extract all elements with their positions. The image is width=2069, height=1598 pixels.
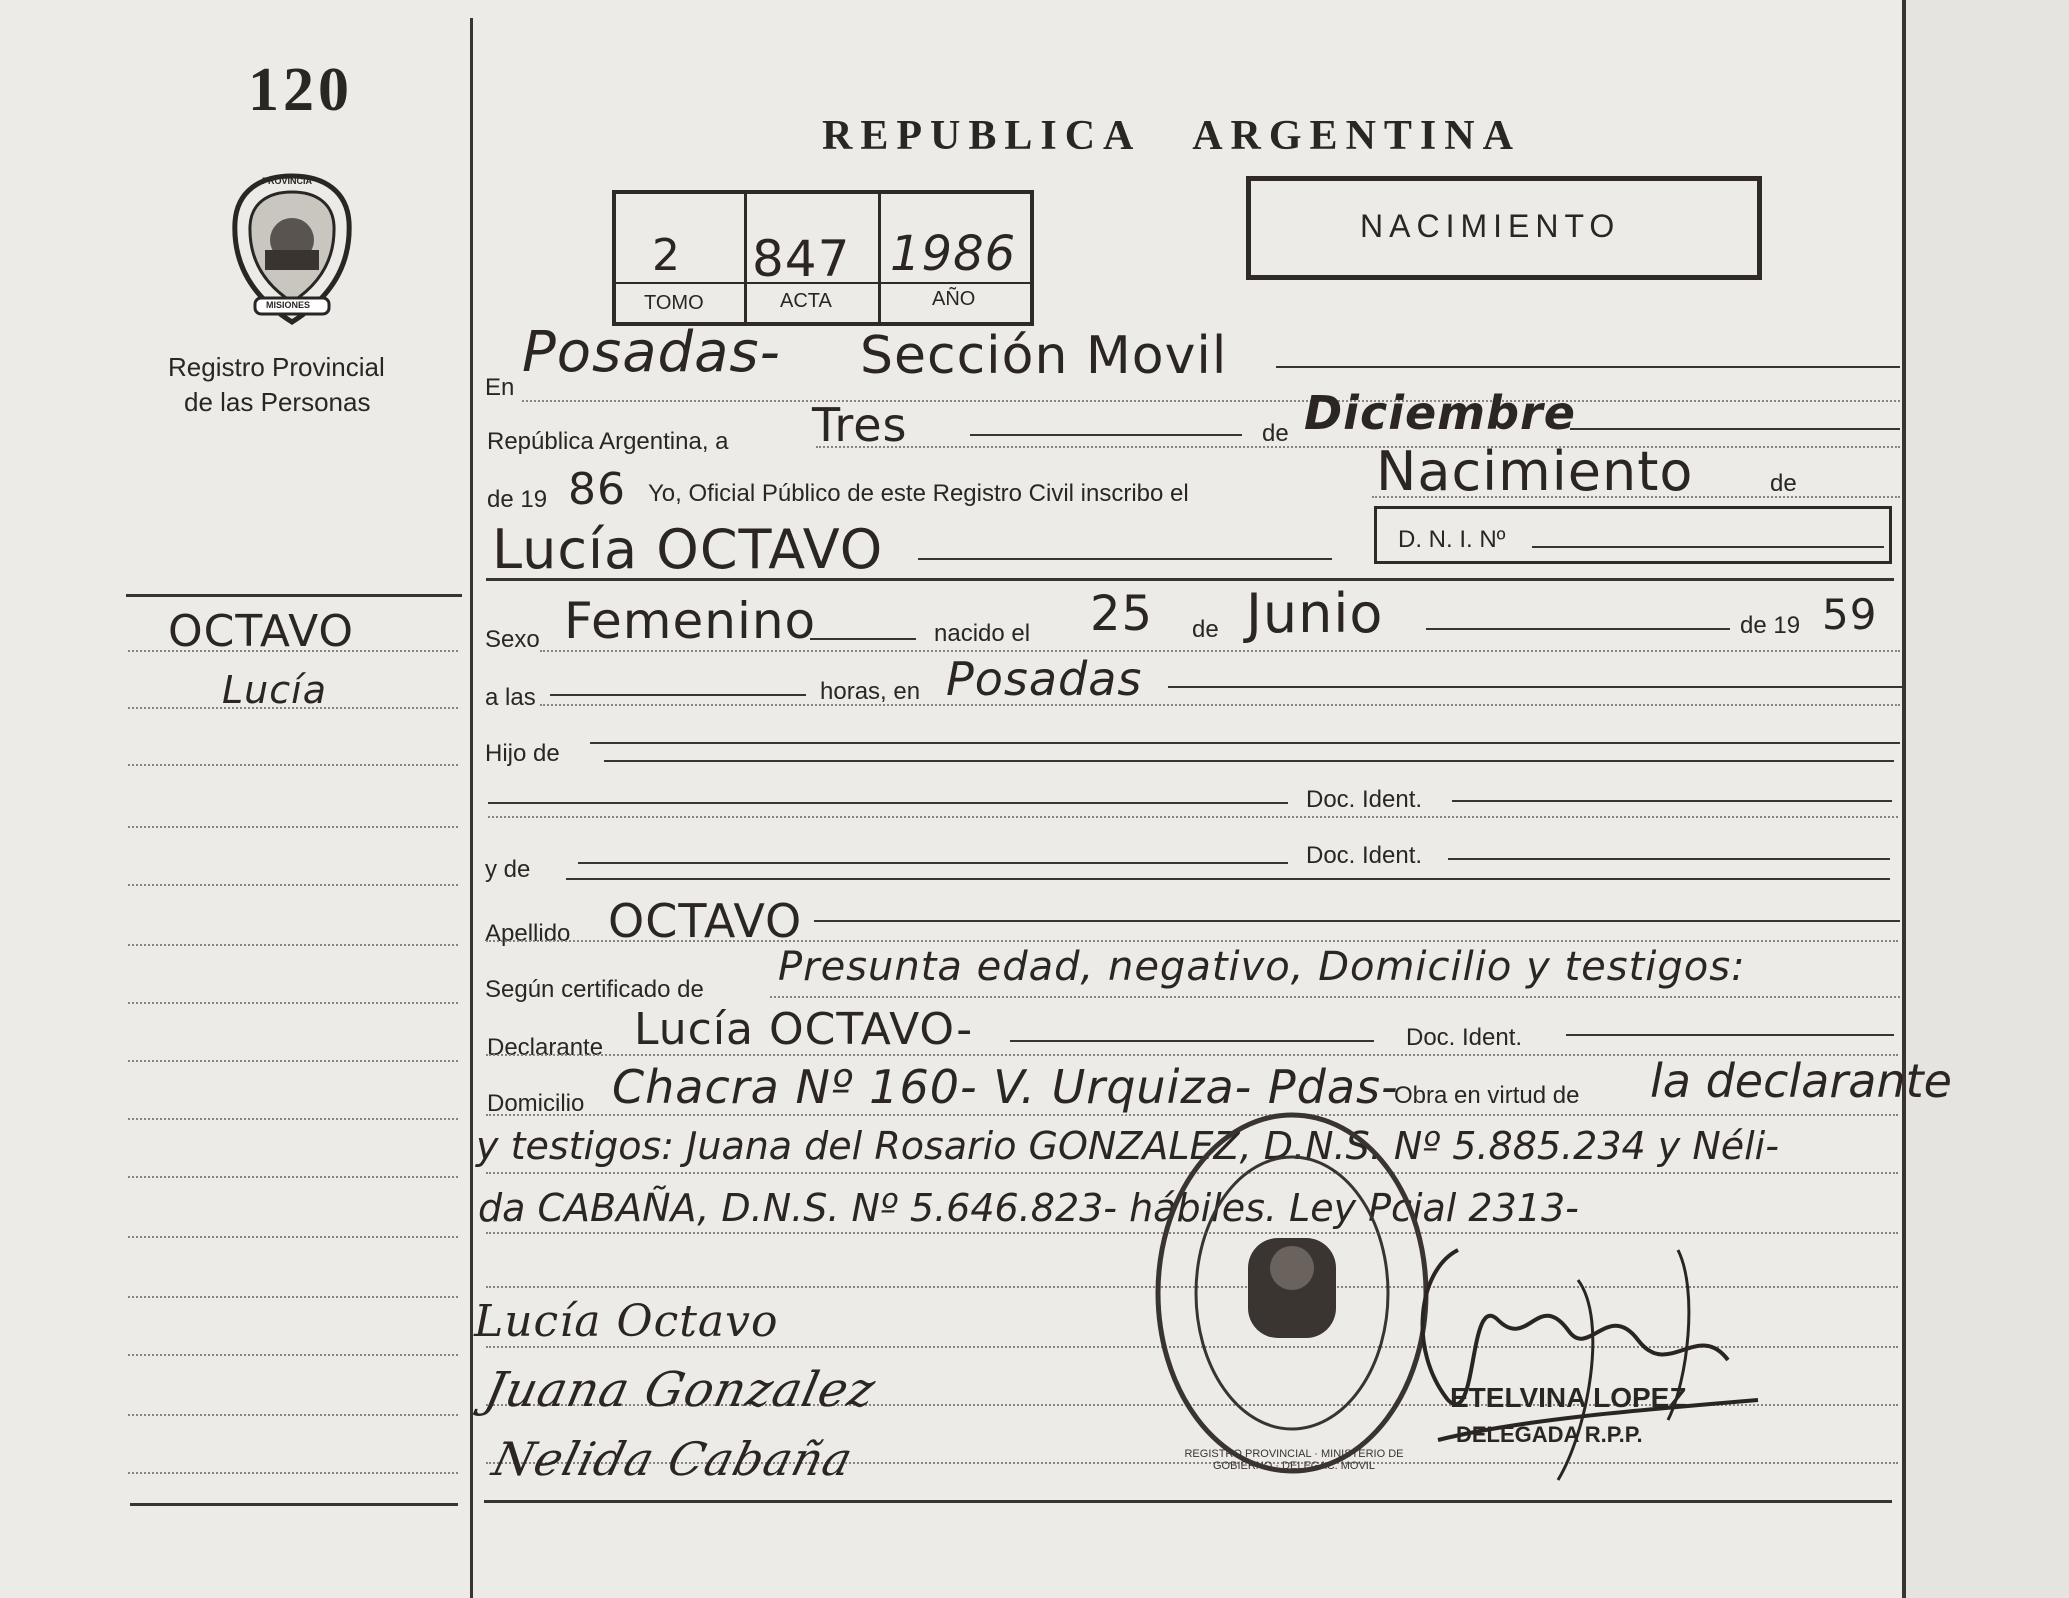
rule bbox=[566, 878, 1890, 880]
label-de-nac: de bbox=[1192, 616, 1219, 643]
rule bbox=[1570, 428, 1900, 430]
margin-surname: OCTAVO bbox=[168, 606, 355, 657]
rule bbox=[540, 650, 1900, 652]
official-signature-mark bbox=[1378, 1230, 1778, 1490]
field-testigos-line2: da CABAÑA, D.N.S. Nº 5.646.823- hábiles. Ley Pcial 2313- bbox=[478, 1186, 1579, 1230]
label-obra: Obra en virtud de bbox=[1394, 1082, 1580, 1109]
margin-given-name: Lucía bbox=[222, 668, 327, 712]
label-doc-ident-1: Doc. Ident. bbox=[1306, 786, 1423, 813]
official-title: DELEGADA R.P.P. bbox=[1456, 1422, 1643, 1447]
anio-label: AÑO bbox=[932, 288, 976, 310]
rule bbox=[770, 996, 1900, 998]
label-dni: D. N. I. Nº bbox=[1398, 526, 1506, 553]
country-title: REPUBLICA ARGENTINA bbox=[822, 113, 1521, 159]
margin-rule bbox=[128, 1236, 458, 1238]
field-testigos-line1: y testigos: Juana del Rosario GONZALEZ, D.N.S. Nº 5.885.234 y Néli- bbox=[476, 1124, 1779, 1168]
label-nacido-el: nacido el bbox=[934, 620, 1031, 647]
field-mes: Diciembre bbox=[1304, 386, 1576, 440]
rule bbox=[1010, 1040, 1374, 1042]
field-declarante: Lucía OCTAVO- bbox=[634, 1004, 974, 1055]
rule bbox=[522, 400, 1900, 402]
page-number: 120 bbox=[248, 56, 353, 124]
official-name: ETELVINA LOPEZ bbox=[1450, 1382, 1687, 1413]
acta-divider bbox=[878, 194, 881, 322]
label-doc-ident-3: Doc. Ident. bbox=[1406, 1024, 1523, 1051]
tomo-label: TOMO bbox=[644, 292, 704, 314]
label-republica: República Argentina, a bbox=[487, 428, 729, 455]
rule bbox=[1168, 686, 1902, 688]
field-lugar: Posadas- bbox=[522, 320, 781, 385]
field-anio: 86 bbox=[568, 464, 626, 515]
margin-rule bbox=[128, 1296, 458, 1298]
margin-rule bbox=[128, 1176, 458, 1178]
label-de-19: de 19 bbox=[487, 486, 548, 513]
label-sexo: Sexo bbox=[485, 626, 540, 653]
rule bbox=[814, 920, 1900, 922]
rule bbox=[540, 704, 1900, 706]
label-en: En bbox=[485, 374, 515, 401]
rule bbox=[486, 940, 1898, 942]
field-sexo: Femenino bbox=[564, 592, 817, 650]
margin-bottom-rule bbox=[130, 1503, 458, 1506]
certificate-type: NACIMIENTO bbox=[1360, 208, 1621, 244]
margin-rule bbox=[128, 944, 458, 946]
rule bbox=[486, 578, 1894, 581]
field-domicilio: Chacra Nº 160- V. Urquiza- Pdas- bbox=[612, 1060, 1399, 1114]
rule bbox=[578, 862, 1288, 864]
rule bbox=[1452, 800, 1892, 802]
rule bbox=[488, 816, 1898, 818]
field-certificado: Presunta edad, negativo, Domicilio y testigos: bbox=[778, 944, 1746, 990]
label-de-19-nac: de 19 bbox=[1740, 612, 1801, 639]
label-declarante: Declarante bbox=[487, 1034, 604, 1061]
rule bbox=[1372, 496, 1900, 498]
field-inscripto: Lucía OCTAVO bbox=[492, 518, 884, 581]
signature-witness-2: Nelida Cabaña bbox=[487, 1432, 859, 1486]
margin-rule bbox=[128, 1060, 458, 1062]
field-dia-nac: 25 bbox=[1090, 586, 1154, 642]
label-doc-ident-2: Doc. Ident. bbox=[1306, 842, 1423, 869]
label-a-las: a las bbox=[485, 684, 536, 711]
rule bbox=[1276, 366, 1900, 368]
margin-rule bbox=[128, 1354, 458, 1356]
field-seccion: Sección Movil bbox=[860, 326, 1228, 386]
margin-rule bbox=[128, 764, 458, 766]
field-dia: Tres bbox=[812, 398, 908, 452]
margin-rule bbox=[128, 884, 458, 886]
acta-divider bbox=[744, 194, 747, 322]
rule bbox=[816, 446, 1900, 448]
rule bbox=[918, 558, 1332, 560]
bottom-rule bbox=[484, 1500, 1892, 1503]
label-segun: Según certificado de bbox=[485, 976, 704, 1003]
acta-label: ACTA bbox=[780, 290, 832, 312]
registry-line1: Registro Provincial bbox=[168, 352, 385, 382]
signature-witness-1: Juana Gonzalez bbox=[480, 1362, 881, 1418]
rule bbox=[1566, 1034, 1894, 1036]
label-de-acto: de bbox=[1770, 470, 1797, 497]
rule bbox=[810, 638, 916, 640]
label-domicilio: Domicilio bbox=[487, 1090, 585, 1117]
label-hijo-de: Hijo de bbox=[485, 740, 560, 767]
field-mes-nac: Junio bbox=[1246, 582, 1384, 645]
label-y-de: y de bbox=[485, 856, 531, 883]
tomo-value: 2 bbox=[652, 230, 681, 281]
emblem-text-top: PROVINCIA bbox=[262, 176, 313, 186]
field-obra: la declarante bbox=[1650, 1054, 1952, 1108]
margin-rule bbox=[128, 1118, 458, 1120]
rule bbox=[1448, 858, 1890, 860]
label-apellido: Apellido bbox=[485, 920, 571, 947]
margin-rule bbox=[128, 1472, 458, 1474]
margin-rule bbox=[128, 650, 458, 652]
margin-rule bbox=[128, 826, 458, 828]
acta-value: 847 bbox=[752, 230, 851, 288]
label-de: de bbox=[1262, 420, 1289, 447]
seal-text: REGISTRO PROVINCIAL · MINISTERIO DE GOBIERNO · DELEGAC. MOVIL bbox=[1184, 1448, 1404, 1472]
field-lugar-nac: Posadas bbox=[946, 652, 1143, 706]
rule bbox=[550, 694, 806, 696]
rule bbox=[1426, 628, 1730, 630]
emblem-text-bottom: MISIONES bbox=[266, 300, 311, 310]
next-page-strip bbox=[1906, 0, 2069, 1598]
margin-rule bbox=[128, 1414, 458, 1416]
field-apellido: OCTAVO bbox=[608, 894, 803, 948]
anio-value: 1986 bbox=[890, 226, 1017, 282]
label-horas-en: horas, en bbox=[820, 678, 921, 705]
label-yo-oficial: Yo, Oficial Público de este Registro Civil inscribo el bbox=[648, 480, 1189, 507]
rule bbox=[488, 802, 1288, 804]
registry-line2: de las Personas bbox=[184, 387, 371, 417]
margin-rule bbox=[128, 1002, 458, 1004]
field-anio-nac: 59 bbox=[1822, 590, 1878, 639]
field-acto: Nacimiento bbox=[1376, 440, 1694, 503]
rule bbox=[604, 760, 1894, 762]
signature-declarante: Lucía Octavo bbox=[474, 1296, 779, 1347]
rule bbox=[1532, 546, 1884, 548]
rule bbox=[590, 742, 1900, 744]
margin-rule bbox=[128, 707, 458, 709]
margin-top-rule bbox=[126, 594, 462, 597]
column-divider bbox=[470, 18, 473, 1598]
rule bbox=[970, 434, 1242, 436]
